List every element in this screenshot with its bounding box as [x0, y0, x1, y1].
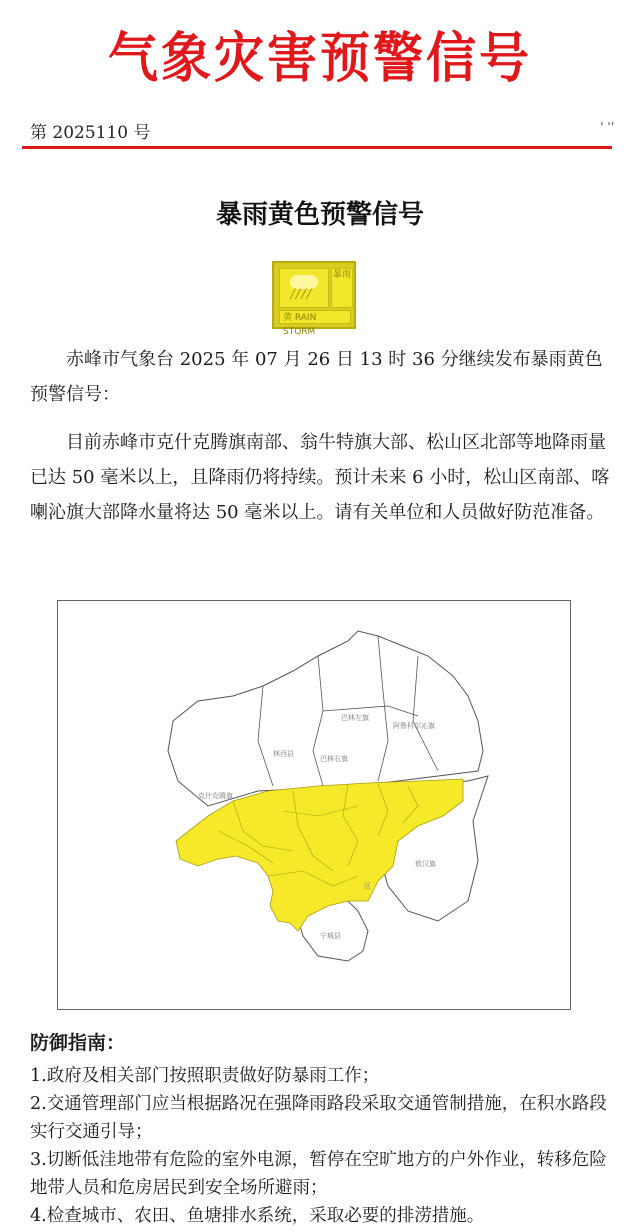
- raindrops-icon: ╱╱╱╱: [290, 290, 312, 300]
- badge-panel: [279, 268, 329, 308]
- guide-item: 4.检查城市、农田、鱼塘排水系统，采取必要的排涝措施。: [30, 1206, 485, 1226]
- map-label-balin-left: 巴林左旗: [341, 714, 369, 722]
- badge-bottom-text: RAIN STORM: [283, 313, 317, 337]
- paragraph-details: 目前赤峰市克什克腾旗南部、翁牛特旗大部、松山区北部等地降雨量已达 50 毫米以上，且降雨仍将持续。预计未来 6 小时，松山区南部、喀喇沁旗大部降水量将达 50 毫米以上。请有关单位和人员做好防范准备。: [30, 432, 610, 523]
- map-label-balin-right: 巴林右旗: [320, 755, 348, 763]
- cloud-icon: [290, 275, 318, 289]
- map-region-north: [168, 631, 483, 806]
- map-label-ningcheng: 宁城县: [320, 932, 341, 940]
- map-label-linxi: 林西县: [273, 750, 294, 758]
- guide-item: 3.切断低洼地带有危险的室外电源，暂停在空旷地方的户外作业，转移危险地带人员和危房居民到安全场所避雨；: [30, 1150, 607, 1198]
- guide-title: 防御指南：: [30, 1032, 126, 1054]
- guide-list: [30, 1062, 620, 1230]
- map-label-aohan: 敖汉旗: [415, 860, 436, 868]
- header-divider: [22, 146, 612, 149]
- masthead-title: 气象灾害预警信号: [108, 27, 532, 90]
- guide-item: 1.政府及相关部门按照职责做好防暴雨工作；: [30, 1066, 380, 1086]
- map-label-district: 区: [364, 882, 371, 890]
- issue-number: 第 2025110 号: [30, 123, 151, 143]
- corner-mark: ' '': [600, 120, 614, 134]
- paragraph-intro: 赤峰市气象台 2025 年 07 月 26 日 13 时 36 分继续发布暴雨黄色预警信号：: [30, 349, 603, 405]
- badge-bottom: [279, 310, 351, 337]
- badge-side-text: 暴雨: [331, 268, 353, 308]
- badge-level-char: 黄: [283, 313, 293, 323]
- map-label-ar-horqin: 阿鲁科尔沁旗: [393, 722, 435, 730]
- document-title: 暴雨黄色预警信号: [215, 200, 424, 230]
- map-svg: [58, 601, 572, 1011]
- rainstorm-yellow-warning-icon: [272, 261, 356, 337]
- guide-item: 2.交通管理部门应当根据路况在强降雨路段采取交通管制措施，在积水路段实行交通引导；: [30, 1094, 607, 1142]
- map-label-hexigten: 克什克腾旗: [198, 792, 233, 800]
- warning-map: [57, 600, 571, 1010]
